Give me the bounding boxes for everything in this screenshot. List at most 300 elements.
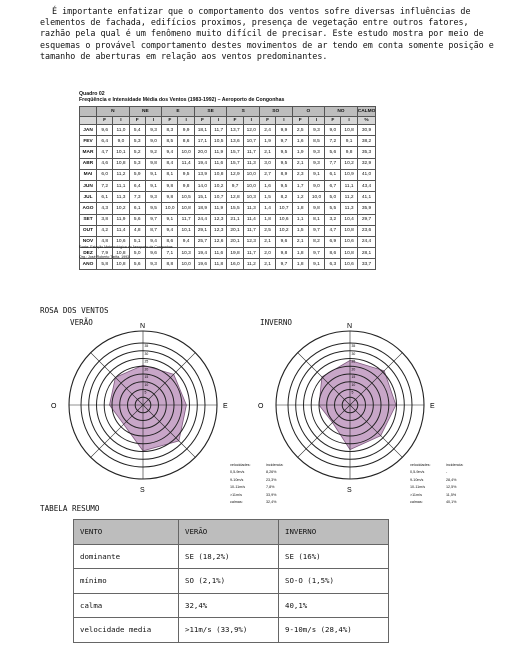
table-cell: 10,6 [341, 236, 357, 247]
table-cell: 6,0 [97, 169, 113, 180]
table-cell: 10,6 [341, 259, 357, 270]
table-cell: 3,0 [259, 158, 275, 169]
month-cell: NOV [80, 236, 97, 247]
table-cell: 10,8 [113, 248, 129, 259]
summary-cell: 32,4% [179, 593, 279, 618]
compass-label: S [347, 487, 352, 494]
month-cell: JUN [80, 180, 97, 191]
table-cell: 18,9 [194, 203, 210, 214]
table-cell: 11,2 [243, 259, 259, 270]
direction-header: NO [325, 107, 358, 117]
compass-label: E [430, 403, 435, 410]
subheader-cell: F [292, 117, 308, 125]
table-cell: 9,1 [308, 169, 324, 180]
table-cell: 11,1 [341, 180, 357, 191]
legend-speed: 9-10m/s [410, 477, 424, 482]
table-cell: 7,9 [97, 248, 113, 259]
ring-label: 10 [351, 382, 356, 387]
table-cell: 12,3 [211, 214, 227, 225]
table-cell: 11,7 [243, 248, 259, 259]
table-row [80, 192, 376, 203]
legend-row [230, 492, 283, 499]
subheader-cell: I [341, 117, 357, 125]
table-cell: 5,0 [129, 248, 145, 259]
legend-incidence: 32,4% [266, 500, 277, 505]
compass-label: N [140, 323, 146, 330]
header-cell-empty [80, 117, 97, 125]
table-cell: 9,4 [162, 225, 178, 236]
table-cell: 8,8 [162, 259, 178, 270]
table-cell: 2,0 [259, 248, 275, 259]
table-cell: 1,2 [292, 192, 308, 203]
table-cell: 9,5 [178, 169, 194, 180]
legend-row [230, 499, 283, 506]
summary-cell: 40,1% [279, 593, 389, 618]
table-row [80, 259, 376, 270]
legend-speed: calmas: [410, 500, 423, 505]
table-cell: 8,2 [308, 236, 324, 247]
table-cell: 28,1 [357, 248, 376, 259]
table-cell: 8,2 [276, 192, 292, 203]
table-cell: 10,6 [113, 236, 129, 247]
table-cell: 6,3 [325, 259, 341, 270]
legend-incidence: 8,26% [266, 470, 277, 475]
summary-header-cell: INVERNO [279, 520, 389, 545]
table-cell: 24,4 [357, 236, 376, 247]
table-cell: 12,8 [227, 192, 243, 203]
table-cell: 5,1 [129, 236, 145, 247]
month-cell: OUT [80, 225, 97, 236]
subheader-cell: I [145, 117, 161, 125]
table-cell: 17,1 [194, 136, 210, 147]
table-cell: 16,0 [227, 259, 243, 270]
legend-row [410, 499, 463, 506]
table-cell: 6,7 [325, 180, 341, 191]
table-cell: 1,8 [292, 259, 308, 270]
resumo-title: TABELA RESUMO [40, 504, 100, 513]
table-cell: 9,7 [227, 180, 243, 191]
table-cell: 9,1 [341, 136, 357, 147]
quadro-org: Org.: José Roberto Tarifa, 1993. [79, 255, 131, 259]
direction-header: CALMO [357, 107, 376, 117]
table-cell: 9,1 [145, 169, 161, 180]
table-cell: 10,2 [211, 180, 227, 191]
table-cell: 32,9 [357, 158, 376, 169]
table-cell: 29,7 [357, 214, 376, 225]
table-cell: 9,7 [308, 225, 324, 236]
table-cell: 14,0 [194, 180, 210, 191]
table-cell: 9,7 [145, 214, 161, 225]
legend-incidence: 7,8% [266, 485, 275, 490]
legend-head [230, 462, 283, 469]
table-cell: 5,6 [129, 259, 145, 270]
table-cell: 9,4 [178, 236, 194, 247]
legend-speed: >11m/s [410, 492, 422, 497]
table-cell: 9,3 [145, 259, 161, 270]
ring-label: 20 [351, 367, 356, 372]
table-cell: 11,6 [211, 248, 227, 259]
table-cell: 9,7 [308, 248, 324, 259]
table-cell: 25,7 [194, 236, 210, 247]
table-row [80, 180, 376, 191]
table-cell: 9,0 [145, 136, 161, 147]
table-header-row [80, 107, 376, 117]
table-cell: 10,0 [243, 180, 259, 191]
table-row [80, 203, 376, 214]
table-cell: 9,6 [145, 248, 161, 259]
legend-row [410, 492, 463, 499]
table-cell: 11,7 [243, 147, 259, 158]
legend-speed: 0,5-9m/s [230, 470, 245, 475]
table-cell: 11,2 [113, 169, 129, 180]
table-cell: 12,0 [243, 125, 259, 136]
table-cell: 7,2 [97, 180, 113, 191]
header-cell-empty [80, 107, 97, 117]
table-cell: 8,1 [308, 214, 324, 225]
month-cell: JAN [80, 125, 97, 136]
table-cell: 11,9 [211, 147, 227, 158]
ring-label: 35 [351, 344, 356, 348]
summary-cell: SO-O (1,5%) [279, 569, 389, 594]
table-cell: 2,1 [259, 259, 275, 270]
ring-label: 5 [144, 390, 147, 395]
table-cell: 4,3 [97, 203, 113, 214]
table-cell: 9,8 [308, 203, 324, 214]
table-cell: 12,9 [227, 169, 243, 180]
table-cell: 9,9 [276, 125, 292, 136]
table-cell: 9,0 [325, 125, 341, 136]
table-cell: 11,6 [211, 158, 227, 169]
table-row [80, 125, 376, 136]
month-cell: ABR [80, 158, 97, 169]
summary-row [74, 618, 389, 643]
table-cell: 10,8 [341, 225, 357, 236]
table-cell: 9,1 [145, 180, 161, 191]
month-cell: MAI [80, 169, 97, 180]
subheader-cell: F [194, 117, 210, 125]
legend-speed: calmas: [230, 500, 243, 505]
table-cell: 10,2 [276, 225, 292, 236]
summary-cell: dominante [74, 544, 179, 569]
rosa-title: ROSA DOS VENTOS [40, 306, 109, 315]
legend-speed: 0,5-9m/s [410, 470, 425, 475]
table-cell: 29,1 [194, 225, 210, 236]
table-cell: 9,1 [162, 214, 178, 225]
table-cell: 12,6 [211, 236, 227, 247]
table-cell: 2,4 [259, 125, 275, 136]
legend-row [410, 469, 463, 476]
compass-label: O [258, 403, 264, 410]
table-cell: 10,5 [211, 136, 227, 147]
ring-label: 10 [144, 382, 149, 387]
ring-label: 35 [144, 344, 149, 348]
month-cell: MAR [80, 147, 97, 158]
month-cell: SET [80, 214, 97, 225]
legend-row [410, 484, 463, 491]
subheader-cell: I [243, 117, 259, 125]
legend-incidence: 12,5% [446, 485, 457, 490]
table-cell: 9,9 [178, 125, 194, 136]
table-cell: 7,2 [325, 136, 341, 147]
legend-incidence: 33,9% [266, 492, 277, 497]
table-cell: 1,8 [292, 203, 308, 214]
subheader-cell: F [162, 117, 178, 125]
table-cell: 7,1 [162, 248, 178, 259]
legend-row [230, 484, 283, 491]
table-cell: 2,1 [259, 147, 275, 158]
legend-head-incidence: incidencia: [446, 463, 464, 467]
ring-label: 25 [351, 359, 356, 364]
table-cell: 11,7 [211, 125, 227, 136]
table-cell: 15,1 [194, 192, 210, 203]
table-cell: 12,3 [243, 236, 259, 247]
summary-cell: calma [74, 593, 179, 618]
table-cell: 10,8 [178, 203, 194, 214]
table-cell: 20,0 [194, 147, 210, 158]
table-cell: 2,7 [259, 169, 275, 180]
subheader-cell: I [178, 117, 194, 125]
legend-inverno [410, 462, 463, 506]
table-cell: 11,8 [211, 259, 227, 270]
month-cell: JUL [80, 192, 97, 203]
table-cell: 11,4 [113, 225, 129, 236]
direction-header: S [227, 107, 260, 117]
table-cell: 11,3 [113, 192, 129, 203]
table-cell: 8,3 [162, 125, 178, 136]
table-cell: 15,7 [227, 147, 243, 158]
table-cell: 4,8 [97, 236, 113, 247]
table-cell: 9,7 [276, 136, 292, 147]
table-cell: 5,3 [129, 158, 145, 169]
table-cell: 11,7 [243, 225, 259, 236]
table-cell: 18,1 [194, 125, 210, 136]
compass-label: O [51, 403, 57, 410]
table-cell: 9,6 [276, 236, 292, 247]
table-cell: 38,2 [357, 136, 376, 147]
table-cell: 9,3 [145, 192, 161, 203]
table-cell: 9,8 [178, 180, 194, 191]
table-cell: 19,8 [227, 248, 243, 259]
legend-incidence: 28,4% [446, 477, 457, 482]
table-cell: 23,6 [357, 225, 376, 236]
quadro-source: Fonte: Estação Meteorológica do Aeroporto de Congonhas [79, 245, 173, 249]
table-cell: 6,9 [325, 236, 341, 247]
table-cell: 13,7 [227, 125, 243, 136]
table-cell: 9,0 [308, 180, 324, 191]
table-cell: 6,1 [97, 192, 113, 203]
table-cell: 9,8 [341, 147, 357, 158]
table-cell: 7,7 [325, 158, 341, 169]
legend-incidence: 23,3% [266, 477, 277, 482]
table-cell: 9,6 [97, 125, 113, 136]
summary-header-cell: VERÃO [179, 520, 279, 545]
table-cell: 2,5 [259, 225, 275, 236]
table-cell: 4,6 [97, 158, 113, 169]
summary-row [74, 593, 389, 618]
table-cell: 5,6 [325, 147, 341, 158]
table-row [80, 136, 376, 147]
subheader-cell: I [308, 117, 324, 125]
subheader-cell: % [357, 117, 376, 125]
table-cell: 11,9 [113, 214, 129, 225]
compass-label: S [140, 487, 145, 494]
table-cell: 10,2 [113, 203, 129, 214]
table-cell: 6,4 [97, 136, 113, 147]
table-cell: 30,9 [357, 125, 376, 136]
table-cell: 1,8 [259, 214, 275, 225]
table-cell: 13,9 [194, 169, 210, 180]
table-cell: 20,1 [227, 236, 243, 247]
table-cell: 9,1 [308, 259, 324, 270]
table-cell: 19,4 [194, 248, 210, 259]
table-cell: 9,7 [276, 259, 292, 270]
month-cell: FEV [80, 136, 97, 147]
table-cell: 19,6 [194, 259, 210, 270]
direction-header: N [97, 107, 130, 117]
subheader-cell: F [325, 117, 341, 125]
subheader-cell: F [129, 117, 145, 125]
table-cell: 8,6 [162, 236, 178, 247]
table-row [80, 147, 376, 158]
table-cell: 4,7 [325, 225, 341, 236]
table-row [80, 158, 376, 169]
summary-cell: >11m/s (33,9%) [179, 618, 279, 643]
ring-label: 30 [144, 351, 149, 356]
legend-incidence: 40,1% [446, 500, 457, 505]
inverno-label: INVERNO [260, 318, 293, 327]
table-cell: 10,3 [243, 192, 259, 203]
table-cell: 6,1 [325, 169, 341, 180]
summary-row [74, 569, 389, 594]
table-cell: 35,3 [357, 147, 376, 158]
table-cell: 9,8 [162, 192, 178, 203]
table-cell: 5,4 [129, 125, 145, 136]
table-cell: 11,3 [341, 203, 357, 214]
table-cell: 15,7 [227, 158, 243, 169]
table-cell: 24,4 [194, 214, 210, 225]
table-cell: 8,9 [276, 169, 292, 180]
ring-label: 25 [144, 359, 149, 364]
table-cell: 2,1 [292, 236, 308, 247]
table-row [80, 169, 376, 180]
table-cell: 9,5 [276, 147, 292, 158]
table-cell: 10,8 [211, 169, 227, 180]
table-cell: 2,1 [259, 236, 275, 247]
rose-verao [51, 320, 255, 494]
table-cell: 10,0 [162, 203, 178, 214]
legend-verao [230, 462, 283, 506]
table-cell: 3,2 [325, 214, 341, 225]
summary-cell: mínimo [74, 569, 179, 594]
table-subheader-row [80, 117, 376, 125]
legend-row [410, 477, 463, 484]
table-cell: 9,3 [308, 125, 324, 136]
table-cell: 13,6 [227, 136, 243, 147]
table-cell: 21,1 [227, 214, 243, 225]
table-cell: 10,8 [341, 125, 357, 136]
table-cell: 10,8 [113, 259, 129, 270]
table-cell: 9,8 [276, 248, 292, 259]
table-cell: 10,5 [178, 192, 194, 203]
table-cell: 4,2 [97, 225, 113, 236]
intro-paragraph: É importante enfatizar que o comportamento dos ventos sofre diversas influências de elementos de fachada, edifícios proximos, presença de vegetação entre outros fatores, razhão pela qual é um fenômeno muito difícil de precisar. Este estudo mostra por meio de esquemas o provável comportamento destes movimentos de ar tendo em conta somente posição e tamanho de aberturas em relação aos ventos predominantes. [40, 6, 494, 61]
ring-label: 15 [351, 375, 356, 379]
table-cell: 11,2 [341, 192, 357, 203]
table-cell: 35,9 [357, 203, 376, 214]
table-cell: 9,4 [162, 147, 178, 158]
table-cell: 11,9 [211, 203, 227, 214]
table-cell: 9,2 [145, 147, 161, 158]
direction-header: O [292, 107, 325, 117]
table-cell: 10,7 [276, 203, 292, 214]
legend-speed: 10-11m/s [230, 485, 246, 490]
table-cell: 1,1 [292, 214, 308, 225]
legend-row [230, 469, 283, 476]
table-cell: 10,7 [243, 136, 259, 147]
legend-head [410, 462, 463, 469]
quadro-title-block [79, 91, 284, 103]
table-cell: 1,7 [292, 180, 308, 191]
table-cell: 10,0 [308, 192, 324, 203]
table-cell: 9,5 [145, 203, 161, 214]
table-cell: 5,2 [129, 147, 145, 158]
legend-incidence: 11,5% [446, 492, 457, 497]
table-cell: 2,5 [292, 125, 308, 136]
table-row [80, 214, 376, 225]
table-cell: 4,8 [129, 225, 145, 236]
table-cell: 10,8 [341, 248, 357, 259]
legend-speed: 9-10m/s [230, 477, 244, 482]
month-cell: ANO [80, 259, 97, 270]
table-cell: 6,4 [129, 180, 145, 191]
table-cell: 10,7 [211, 192, 227, 203]
table-cell: 5,3 [129, 136, 145, 147]
table-cell: 8,4 [162, 158, 178, 169]
legend-row [230, 477, 283, 484]
table-cell: 1,6 [292, 136, 308, 147]
table-cell: 5,8 [97, 259, 113, 270]
table-cell: 9,8 [145, 158, 161, 169]
table-cell: 11,3 [243, 203, 259, 214]
compass-label: E [223, 403, 228, 410]
summary-header-row [74, 520, 389, 545]
direction-header: E [162, 107, 195, 117]
table-cell: 11,0 [113, 125, 129, 136]
quadro-label: Quadro 02 [79, 91, 105, 97]
table-cell: 1,6 [259, 180, 275, 191]
direction-header: SO [259, 107, 292, 117]
table-cell: 8,6 [325, 248, 341, 259]
subheader-cell: F [259, 117, 275, 125]
ring-label: 15 [144, 375, 149, 379]
legend-head-incidence: incidencia: [266, 463, 284, 467]
summary-cell: SO (2,1%) [179, 569, 279, 594]
table-cell: 9,0 [113, 136, 129, 147]
table-cell: 10,8 [113, 158, 129, 169]
table-cell: 5,0 [325, 192, 341, 203]
quadro-title: Freqüência e Intensidade Média dos Ventos (1983-1992) – Aeroporto de Congonhas [79, 97, 285, 103]
table-cell: 12,3 [211, 225, 227, 236]
table-cell: 9,5 [276, 180, 292, 191]
table-cell: 10,6 [276, 214, 292, 225]
table-cell: 10,4 [341, 214, 357, 225]
table-cell: 5,9 [129, 169, 145, 180]
table-cell: 20,1 [227, 225, 243, 236]
table-cell: 43,4 [357, 180, 376, 191]
table-row [80, 225, 376, 236]
compass-label: N [347, 323, 353, 330]
table-cell: 11,4 [243, 214, 259, 225]
